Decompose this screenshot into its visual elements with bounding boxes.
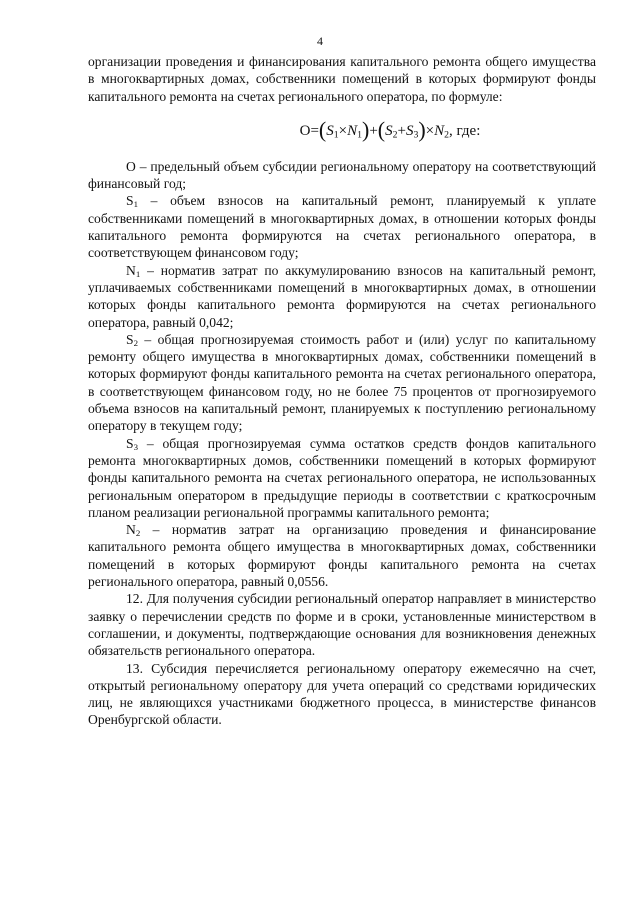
formula-paren-close-2: ) <box>418 116 426 142</box>
formula-paren-close-1: ) <box>361 116 370 142</box>
definition-symbol: N <box>126 522 136 538</box>
subsidy-formula <box>184 116 596 142</box>
page-number: 4 <box>317 34 323 48</box>
definition-symbol: S <box>126 193 134 209</box>
formula-paren-open-1: ( <box>318 116 327 142</box>
formula-s1: S <box>326 122 334 139</box>
definition-text: – общая прогнозируемая сумма остатков средств фондов капитального ремонта многоквартирных домов, собственники помещений в которых формируют фонды капитального ремонта на счетах регионального оператора, не использованных региональным оператором в предыдущие периоды в соответствии с краткосрочным планом реализации региональной программы капитального ремонта; <box>88 435 596 520</box>
definition-symbol-sub: 2 <box>135 528 141 539</box>
formula-n1-sub: 1 <box>357 129 362 141</box>
intro-paragraph: организации проведения и финансирования капитального ремонта общего имущества в многоквартирных домах, собственники помещений в которых формируют фонды капитального ремонта на счетах регионального оператора, по формуле: <box>88 54 596 104</box>
formula-times-1: × <box>338 122 348 139</box>
definition-symbol: S <box>126 435 134 451</box>
definition-text: – норматив затрат на организацию проведения и финансирование капитального ремонта общего имущества в многоквартирных домах, собственники помещений в которых формируют фонды капитального ремонта на счетах регионального оператора, равный 0,0556. <box>88 522 596 590</box>
formula-s2-sub: 2 <box>392 129 398 141</box>
document-body <box>88 53 596 729</box>
definition-text: – предельный объем субсидии региональному оператору на соответствующий финансовый год; <box>88 158 596 192</box>
definition-text: – общая прогнозируемая стоимость работ и (или) услуг по капитальному ремонту общего имущества в многоквартирных домах, собственники помещений в которых формируют фонды капитального ремонта на счетах регионального оператора, в соответствующем финансовом году, но не более 75 процентов от прогнозируемого объема взносов на капитальный ремонт, планируемых к поступлению региональному оператору в текущем году; <box>88 331 596 434</box>
formula-times-2: × <box>425 122 435 139</box>
formula-s3: S <box>405 122 414 139</box>
definition-symbol: О <box>126 158 136 174</box>
clause-13: 13. Субсидия перечисляется региональному оператору ежемесячно на счет, открытый региональному оператору для учета операций со средствами юридических лиц, не являющихся участниками бюджетного процесса, в министерстве финансов Оренбургской области. <box>88 660 596 728</box>
definition-text: – объем взносов на капитальный ремонт, планируемый к уплате собственниками помещений в многоквартирных домах, в отношении которых фонды капитального ремонта формируются на счетах регионального оператора, в соответствующем финансовом году; <box>88 193 596 261</box>
formula-lhs: O <box>299 122 311 139</box>
definition-text: – норматив затрат по аккумулированию взносов на капитальный ремонт, уплачиваемых собственниками помещений в многоквартирных домах, в отношении которых фонды капитального ремонта формируются на счетах регионального оператора, равный 0,042; <box>88 262 596 330</box>
clause-12: 12. Для получения субсидии региональный оператор направляет в министерство заявку о перечислении средств по форме и в сроки, установленные министерством в соглашении, и документы, подтверждающие основания для возникновения денежных обязательств регионального оператора. <box>88 591 596 659</box>
definition-symbol: N <box>126 262 136 278</box>
definition-o <box>88 158 596 193</box>
formula-n2: N <box>434 122 445 139</box>
formula-paren-open-2: ( <box>377 116 386 142</box>
definition-s2 <box>88 331 596 435</box>
definition-n2 <box>88 521 596 590</box>
formula-plus-2: + <box>397 122 406 139</box>
definition-symbol-sub: 1 <box>135 268 141 279</box>
formula-plus-1: + <box>369 122 378 139</box>
definition-s1 <box>88 192 596 261</box>
definition-symbol: S <box>126 331 134 347</box>
definition-n1 <box>88 262 596 331</box>
definition-s3 <box>88 435 596 521</box>
formula-n1: N <box>347 122 358 139</box>
formula-s1-sub: 1 <box>333 129 339 141</box>
formula-suffix: , где: <box>449 122 481 139</box>
definition-symbol-sub: 3 <box>133 441 138 452</box>
definition-symbol-sub: 1 <box>133 199 138 210</box>
formula-s2: S <box>385 122 393 139</box>
formula-equals: = <box>310 122 319 139</box>
formula-s3-sub: 3 <box>413 129 419 141</box>
formula-n2-sub: 2 <box>444 129 450 141</box>
definition-symbol-sub: 2 <box>133 338 138 349</box>
